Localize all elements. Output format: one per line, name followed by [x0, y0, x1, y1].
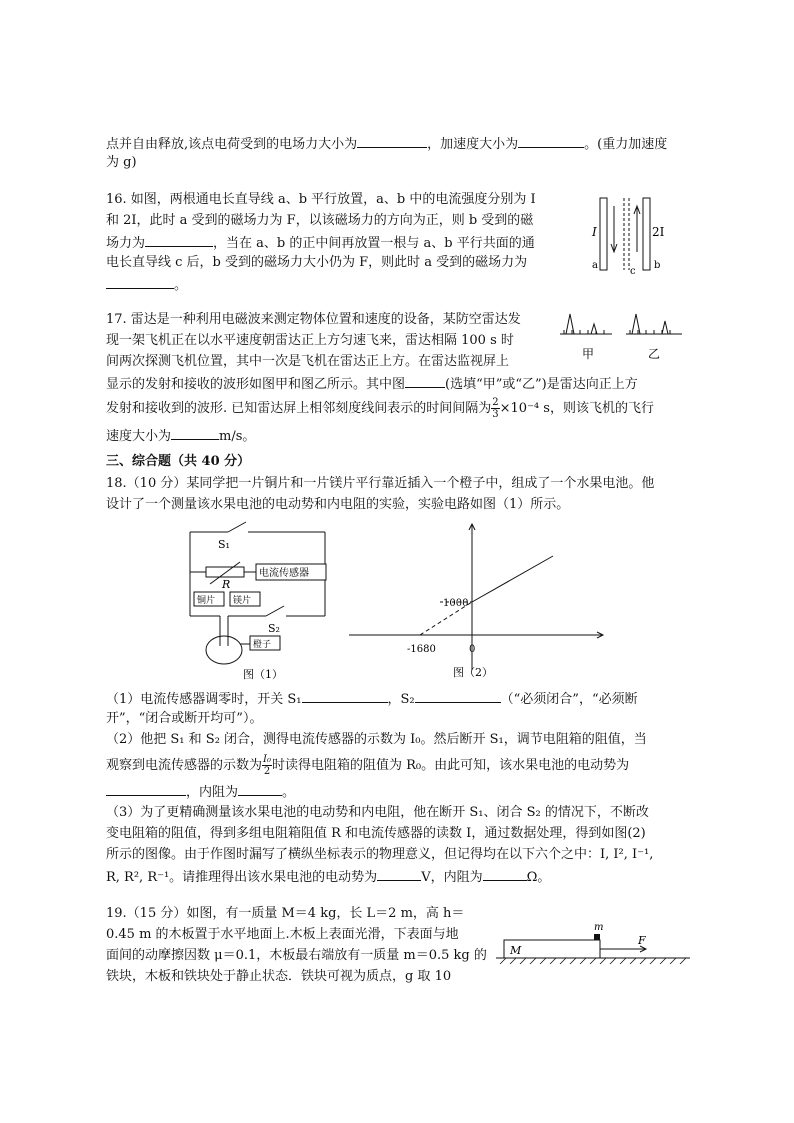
q15-text-a: 点并自由释放,该点电荷受到的电场力大小为	[106, 137, 358, 152]
label-c: c	[630, 266, 636, 276]
label-m: m	[594, 922, 604, 933]
label-b: b	[654, 260, 661, 271]
q19-line4: 铁块，木板和铁块处于静止状态．铁块可视为质点，g 取 10	[106, 969, 452, 984]
label-I-a: I	[592, 225, 597, 239]
q17-line3: 间两次探测飞机位置，其中一次是飞机在雷达正上方。在雷达监视屏上	[106, 354, 510, 369]
q18-blank-r-value[interactable]	[483, 866, 527, 881]
q18-blank-emf[interactable]	[106, 781, 186, 796]
q19-board-figure	[496, 918, 692, 970]
q17-line6	[106, 425, 255, 447]
q18-text: ，内阻为	[186, 785, 239, 800]
origin-label: 0	[469, 644, 476, 655]
q15-line1	[106, 133, 667, 155]
resistance-box	[206, 567, 244, 577]
orange	[206, 636, 242, 664]
fraction-numerator: I₀	[263, 754, 271, 765]
q18-part2-line2	[106, 754, 629, 777]
q17-text: m/s。	[219, 429, 256, 444]
q16-blank-a-force[interactable]	[106, 274, 174, 289]
label-jia: 甲	[582, 347, 595, 361]
q18-part3-line3: 所示的图像。由于作图时漏写了横纵坐标表示的物理意义，但记得均在以下六个之中：I, I², I⁻¹,	[106, 847, 654, 862]
fraction-numerator: 2	[492, 397, 499, 408]
q18-part2-line1: （2）他把 S₁ 和 S₂ 闭合，测得电流传感器的示数为 I₀。然后断开 S₁，调节电阻箱的阻值，当	[106, 732, 647, 747]
iron-block	[594, 934, 600, 940]
label-sensor: 电流传感器	[259, 568, 309, 579]
q16-wires-figure	[588, 192, 670, 276]
q16-text: 场力为	[106, 236, 146, 251]
wire-a	[600, 198, 607, 270]
q18-part3-line4	[106, 866, 550, 888]
q15-text-b: ，加速度大小为	[427, 137, 519, 152]
label-yi: 乙	[648, 347, 661, 361]
ground-hatching	[500, 958, 686, 964]
q17-blank-speed[interactable]	[171, 425, 219, 440]
q18-graph	[345, 520, 610, 685]
q18-text: 观察到电流传感器的示数为	[106, 758, 263, 773]
q17-line2: 现一架飞机正在以水平速度朝雷达正上方匀速飞来，雷达相隔 100 s 时	[106, 333, 514, 348]
q17-line4	[106, 373, 638, 395]
x-intercept-label: -1680	[407, 644, 436, 655]
q19-line3: 面间的动摩擦因数 μ＝0.1，木板最右端放有一质量 m＝0.5 kg 的	[106, 948, 487, 963]
label-r: R	[222, 578, 231, 591]
q16-text: 。	[174, 278, 188, 293]
q17-fraction	[491, 397, 499, 420]
figure1-caption: 图（1）	[243, 668, 283, 681]
label-I-b: 2I	[652, 225, 665, 239]
q18-blank-resistance[interactable]	[238, 781, 282, 796]
q15-blank-accel[interactable]	[518, 133, 584, 148]
q16-line2: 和 2I，此时 a 受到的磁场力为 F，以该磁场力的方向为正，则 b 受到的磁	[106, 213, 534, 228]
label-copper: 铜片	[197, 596, 216, 606]
q19-line2: 0.45 m 的木板置于水平地面上.木板上表面光滑，下表面与地	[106, 927, 459, 942]
q18-part3-line1: （3）为了更精确测量该水果电池的电动势和内电阻，他在断开 S₁、闭合 S₂ 的情况下，不断改	[106, 805, 649, 820]
q18-part3-line2: 变电阻箱的阻值，得到多组电阻箱阻值 R 和电流传感器的读数 I，通过数据处理，得到如图(2)	[106, 826, 646, 841]
q16-line4: 电长直导线 c 后，b 受到的磁场力大小仍为 F，则此时 a 受到的磁场力为	[106, 255, 528, 270]
q15-blank-force[interactable]	[357, 133, 427, 148]
q18-text: R, R², R⁻¹。请推理得出该水果电池的电动势为	[106, 870, 378, 885]
q17-text: (选填“甲”或“乙”)是雷达向正上方	[445, 377, 638, 392]
q15-text-c: 。(重力加速度	[584, 137, 668, 152]
q18-blank-s2[interactable]	[415, 688, 501, 703]
label-a: a	[592, 260, 598, 271]
q18-text: 。	[282, 785, 296, 800]
q15-line2: 为 g)	[106, 155, 137, 170]
label-s1: S₁	[218, 538, 230, 551]
label-M: M	[510, 944, 522, 957]
section-three-heading: 三、综合题（共 40 分）	[106, 454, 251, 469]
q18-blank-emf-value[interactable]	[377, 866, 421, 881]
q16-line5	[106, 274, 187, 296]
q18-line1: 18.（10 分）某同学把一片铜片和一片镁片平行靠近插入一个橙子中，组成了一个水果电池。他	[106, 476, 655, 491]
figure2-caption: 图（2）	[453, 666, 493, 679]
switch-s1	[228, 522, 246, 532]
q18-line2: 设计了一个测量该水果电池的电动势和内电阻的实验，实验电路如图（1）所示。	[106, 497, 570, 512]
q17-radar-figure	[556, 308, 686, 364]
q17-text: 发射和接收到的波形. 已知雷达屏上相邻刻度线间表示的时间间隔为	[106, 401, 492, 416]
label-s2: S₂	[268, 622, 280, 635]
data-line	[472, 556, 553, 602]
q17-text: 速度大小为	[106, 429, 172, 444]
q18-part1-line2: 开”，“闭合或断开均可”）。	[106, 711, 263, 726]
radar-screen-jia	[560, 314, 612, 361]
y-intercept-label: 1000	[443, 598, 469, 609]
q17-line1: 17. 雷达是一种利用电磁波来测定物体位置和速度的设备，某防空雷达发	[106, 312, 521, 327]
q18-text: （1）电流传感器调零时，开关 S₁	[106, 692, 302, 707]
wire-b	[643, 198, 650, 270]
q16-line1: 16. 如图，两根通电长直导线 a、b 平行放置，a、b 中的电流强度分别为 I	[106, 192, 536, 207]
q18-fraction	[262, 754, 272, 777]
q18-blank-s1[interactable]	[302, 688, 388, 703]
q18-text: V，内阻为	[421, 870, 483, 885]
q18-text: Ω。	[526, 870, 551, 885]
q18-part1-line1	[106, 688, 638, 710]
label-orange: 橙子	[253, 640, 272, 650]
q16-line3	[106, 232, 535, 254]
q16-text: ，当在 a、b 的正中间再放置一根与 a、b 平行共面的通	[213, 236, 535, 251]
label-F: F	[638, 934, 646, 947]
q19-line1: 19.（15 分）如图，有一质量 M＝4 kg，长 L＝2 m，高 h＝	[106, 906, 465, 921]
radar-screen-yi	[626, 314, 682, 361]
q17-text: ×10⁻⁴ s，则该飞机的飞行	[499, 401, 654, 416]
q17-text: 显示的发射和接收的波形如图甲和图乙所示。其中图	[106, 377, 406, 392]
fraction-denominator: 3	[492, 409, 499, 420]
q16-blank-b-force[interactable]	[145, 232, 213, 247]
q17-blank-figure[interactable]	[405, 373, 445, 388]
q18-part2-line3	[106, 781, 295, 803]
label-magnesium: 镁片	[233, 596, 252, 606]
q18-text: （“必须闭合”，“必须断	[500, 692, 638, 707]
switch-s2	[266, 606, 284, 616]
fraction-denominator: 2	[263, 766, 271, 777]
q17-line5	[106, 397, 654, 420]
q18-circuit-diagram	[180, 520, 340, 685]
q18-text: 时读得电阻箱的阻值为 R₀。由此可知，该水果电池的电动势为	[271, 758, 630, 773]
q18-text: ，S₂	[387, 692, 415, 707]
